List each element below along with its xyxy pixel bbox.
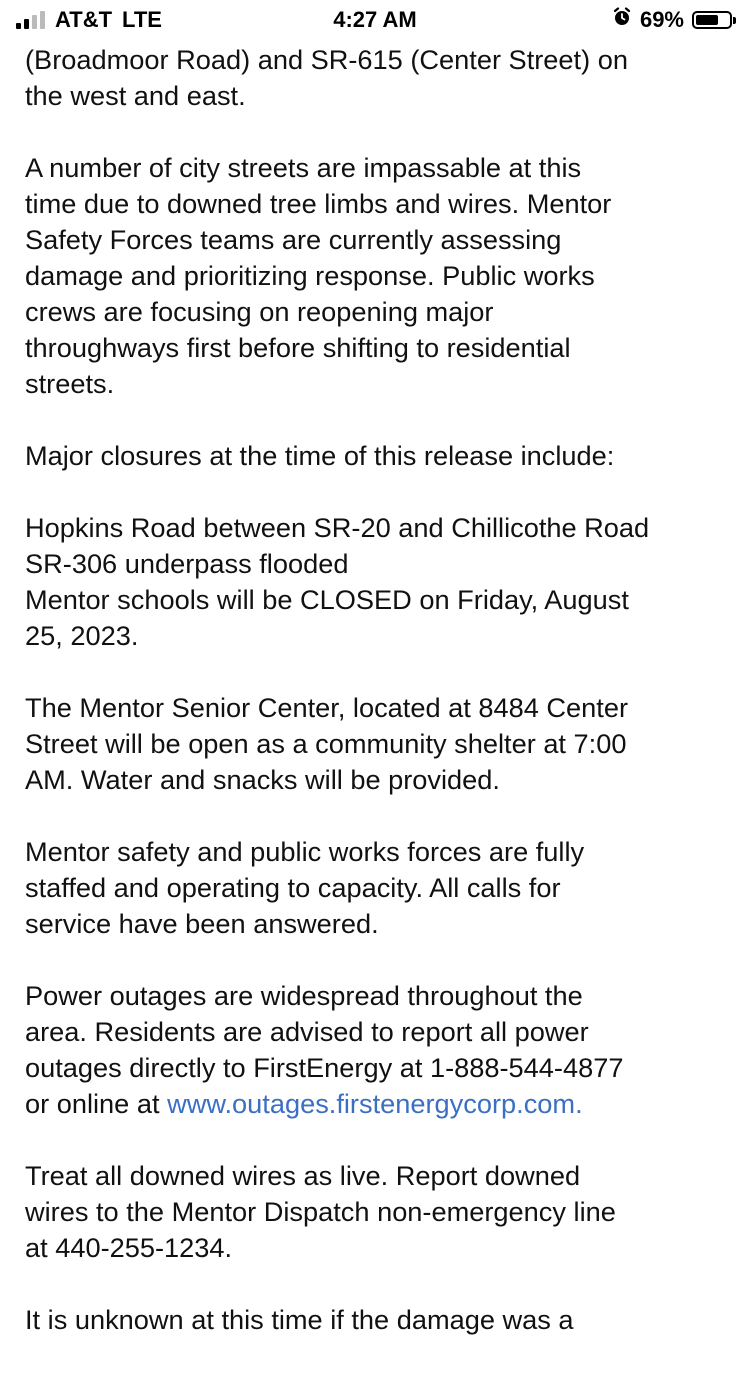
power-outage-text: Power outages are widespread throughout the area. Residents are advised to report all power outages directly to FirstEnergy at 1-888-544-4877 or online at: [25, 980, 624, 1119]
battery-fill: [696, 15, 718, 25]
battery-icon: [692, 11, 732, 29]
network-label: LTE: [122, 7, 162, 32]
article-paragraph: It is unknown at this time if the damage was a: [25, 1304, 574, 1335]
article-paragraph: The Mentor Senior Center, located at 8484 Center Street will be open as a community shelter at 7:00 AM. Water and snacks will be provided.: [25, 692, 629, 795]
article-paragraph: (Broadmoor Road) and SR-615 (Center Street) on the west and east.: [25, 44, 628, 111]
article-paragraph: A number of city streets are impassable at this time due to downed tree limbs and wires. Mentor Safety Forces teams are currently assessing damage and prioritizing response. Public works crews are focusing on reopening major throughways first before shifting to residential streets.: [25, 152, 612, 399]
article-paragraph: Treat all downed wires as live. Report downed wires to the Mentor Dispatch non-emergency line at 440-255-1234.: [25, 1160, 616, 1263]
article-paragraph: Mentor safety and public works forces are fully staffed and operating to capacity. All calls for service have been answered.: [25, 836, 585, 939]
carrier-label: AT&T: [55, 7, 113, 32]
article-body: [25, 42, 735, 1374]
article-paragraph: Hopkins Road between SR-20 and Chillicothe Road SR-306 underpass flooded Mentor schools will be CLOSED on Friday, August 25, 2023.: [25, 512, 650, 651]
status-time: 4:27 AM: [333, 7, 417, 32]
article-paragraph-power: [25, 978, 735, 1122]
status-bar: [0, 0, 750, 40]
alarm-icon: [612, 7, 632, 33]
status-right: [612, 7, 732, 33]
firstenergy-outages-link[interactable]: www.outages.firstenergycorp.com.: [167, 1088, 583, 1119]
battery-percent: 69%: [639, 7, 684, 32]
article-paragraph: Major closures at the time of this release include:: [25, 440, 615, 471]
